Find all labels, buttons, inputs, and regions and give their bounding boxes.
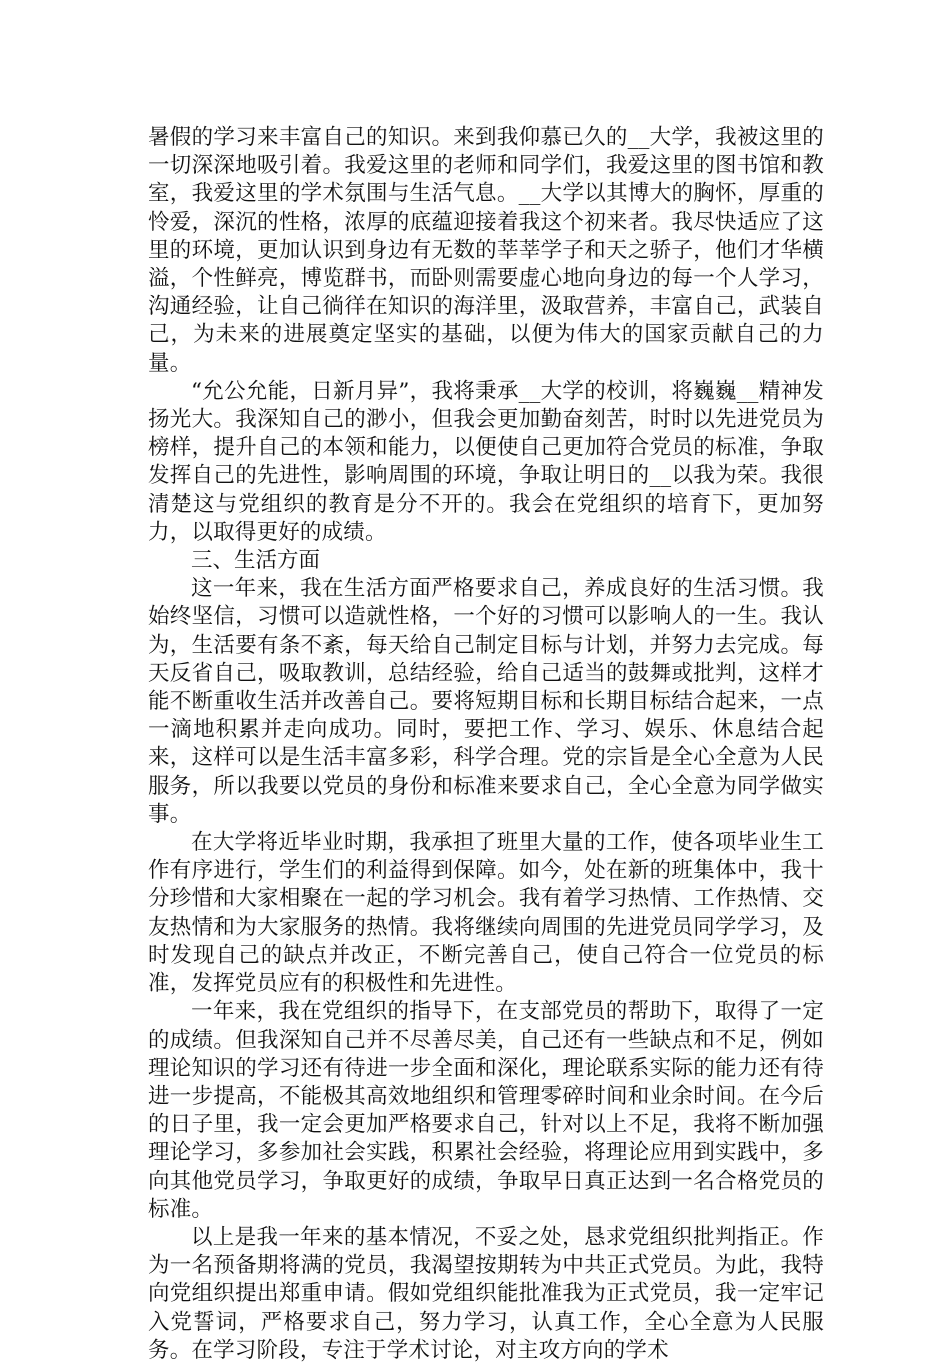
paragraph-shortcomings: 一年来，我在党组织的指导下，在支部党员的帮助下，取得了一定的成绩。但我深知自己并不尽善尽美，自己还有一些缺点和不足，例如理论知识的学习还有待进一步全面和深化，理论联系实际的能力还有待进一步提高，不能极其高效地组织和管理零碎时间和业余时间。在今后的日子里，我一定会更加严格要求自己，针对以上不足，我将不断加强理论学习，多参加社会实践，积累社会经验，将理论应用到实践中，多向其他党员学习，争取更好的成绩，争取早日真正达到一名合格党员的标准。: [148, 999, 824, 1222]
document-body: [148, 124, 824, 1365]
paragraph-life-habits: 这一年来，我在生活方面严格要求自己，养成良好的生活习惯。我始终坚信，习惯可以造就性格，一个好的习惯可以影响人的一生。我认为，生活要有条不紊，每天给自己制定目标与计划，并努力去完成。每天反省自己，吸取教训，总结经验，给自己适当的鼓舞或批判，这样才能不断重收生活并改善自己。要将短期目标和长期目标结合起来，一点一滴地积累并走向成功。同时，要把工作、学习、娱乐、休息结合起来，这样可以是生活丰富多彩，科学合理。党的宗旨是全心全意为人民服务，所以我要以党员的身份和标准来要求自己，全心全意为同学做实事。: [148, 576, 824, 827]
paragraph-class-work: 在大学将近毕业时期，我承担了班里大量的工作，使各项毕业生工作有序进行，学生们的利益得到保障。如今，处在新的班集体中，我十分珍惜和大家相聚在一起的学习机会。我有着学习热情、工作热情、交友热情和为大家服务的热情。我将继续向周围的先进党员同学学习，及时发现自己的缺点并改正，不断完善自己，使自己符合一位党员的标准，发挥党员应有的积极性和先进性。: [148, 830, 824, 997]
section-heading-life: 三、生活方面: [191, 548, 321, 574]
paragraph-school-motto: “允公允能，日新月异”，我将秉承__大学的校训，将巍巍__精神发扬光大。我深知自己的渺小，但我会更加勤奋刻苦，时时以先进党员为榜样，提升自己的本领和能力，以便使自己更加符合党员的标准，争取发挥自己的先进性，影响周围的环境，争取让明日的__以我为荣。我很清楚这与党组织的教育是分不开的。我会在党组织的培育下，更加努力，以取得更好的成绩。: [148, 378, 824, 545]
paragraph-application: 以上是我一年来的基本情况，不妥之处，恳求党组织批判指正。作为一名预备期将满的党员，我渴望按期转为中共正式党员。为此，我特向党组织提出郑重申请。假如党组织能批准我为正式党员，我一定牢记入党誓词，严格要求自己，努力学习，认真工作，全心全意为人民服务。在学习阶段，专注于学术讨论，对主攻方向的学术: [148, 1224, 824, 1363]
paragraph-continued: 暑假的学习来丰富自己的知识。来到我仰慕已久的__大学，我被这里的一切深深地吸引着。我爱这里的老师和同学们，我爱这里的图书馆和教室，我爱这里的学术氛围与生活气息。__大学以其博大的胸怀，厚重的怜爱，深沉的性格，浓厚的底蕴迎接着我这个初来者。我尽快适应了这里的环境，更加认识到身边有无数的莘莘学子和天之骄子，他们才华横溢，个性鲜亮，博览群书，而卧则需要虚心地向身边的每一个人学习，沟通经验，让自己徜徉在知识的海洋里，汲取营养，丰富自己，武装自己，为未来的进展奠定坚实的基础，以便为伟大的国家贡献自己的力量。: [148, 125, 824, 376]
